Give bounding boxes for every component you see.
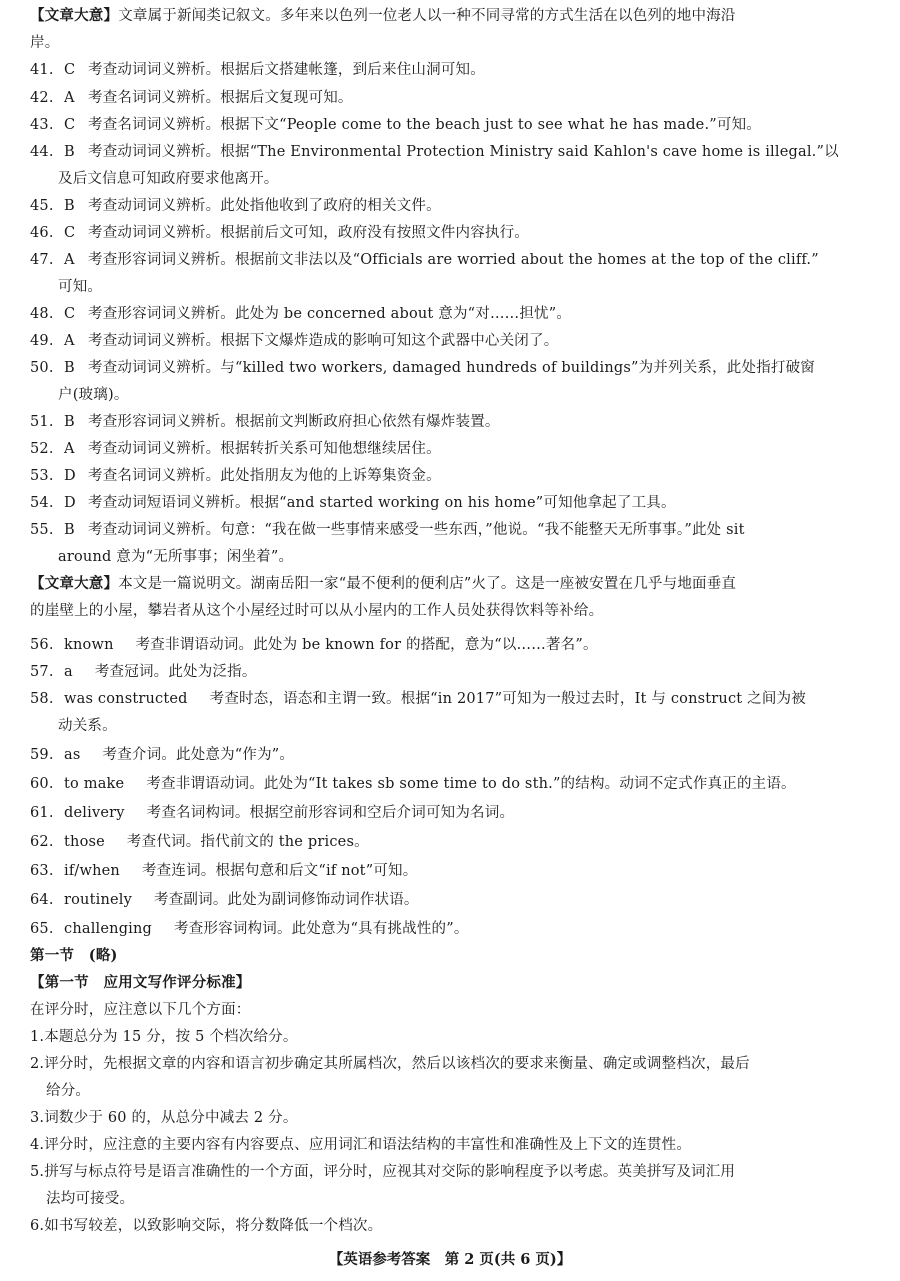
answer-62: 62. those 考查代词。指代前文的 the prices。 [30,834,369,850]
answer-50: 50. B 考查动词词义辨析。与“killed two workers, damaged hundreds of buildings”为并列关系，此处指打破窗 [30,360,816,376]
criteria-point-5: 5.拼写与标点符号是语言准确性的一个方面，评分时，应视其对交际的影响程度予以考虑。英美拼写及词汇用 [30,1164,736,1180]
criteria-point-6: 6.如书写较差，以致影响交际，将分数降低一个档次。 [30,1218,383,1234]
criteria-point-3: 3.词数少于 60 的，从总分中减去 2 分。 [30,1110,298,1126]
summary-1-tag: 【文章大意】 [30,7,119,24]
answer-60: 60. to make 考查非谓语动词。此处为“It takes sb some time to do sth.”的结构。动词不定式作真正的主语。 [30,776,796,792]
answer-63: 63. if/when 考查连词。根据句意和后文“if not”可知。 [30,863,418,879]
answer-56: 56. known 考查非谓语动词。此处为 be known for 的搭配，意为“以……著名”。 [30,637,598,653]
page-footer: 【英语参考答案 第 2 页(共 6 页)】 [328,1251,572,1268]
answer-55: 55. B 考查动词词义辨析。句意：“我在做一些事情来感受一些东西，”他说。“我不能整天无所事事。”此处 sit [30,522,745,538]
answer-54: 54. D 考查动词短语词义辨析。根据“and started working on his home”可知他拿起了工具。 [30,495,676,511]
answer-44-cont: 及后文信息可知政府要求他离开。 [58,171,279,187]
answer-49: 49. A 考查动词词义辨析。根据下文爆炸造成的影响可知这个武器中心关闭了。 [30,333,559,349]
answer-47-cont: 可知。 [58,279,103,295]
answer-57: 57. a 考查冠词。此处为泛指。 [30,664,257,680]
answer-48: 48. C 考查形容词词义辨析。此处为 be concerned about 意为“对……担忧”。 [30,306,572,322]
answer-45: 45. B 考查动词词义辨析。此处指他收到了政府的相关文件。 [30,198,441,214]
criteria-point-1: 1.本题总分为 15 分，按 5 个档次给分。 [30,1029,298,1045]
answer-65: 65. challenging 考查形容词构词。此处意为“具有挑战性的”。 [30,921,469,937]
summary-1-cont: 岸。 [30,35,60,51]
summary-2-cont: 的崖壁上的小屋，攀岩者从这个小屋经过时可以从小屋内的工作人员处获得饮料等补给。 [30,603,604,619]
answer-44: 44. B 考查动词词义辨析。根据“The Environmental Protection Ministry said Kahlon's cave home is illegal.”以 [30,144,839,160]
answer-55-cont: around 意为“无所事事；闲坐着”。 [58,549,294,565]
answer-46: 46. C 考查动词词义辨析。根据前后文可知，政府没有按照文件内容执行。 [30,225,529,241]
summary-2-tag: 【文章大意】 [30,575,119,592]
answer-50-cont: 户(玻璃)。 [58,387,129,403]
answer-58-cont: 动关系。 [58,718,117,734]
summary-1 [30,6,878,26]
answer-52: 52. A 考查动词词义辨析。根据转折关系可知他想继续居住。 [30,441,441,457]
summary-1-text: 文章属于新闻类记叙文。多年来以色列一位老人以一种不同寻常的方式生活在以色列的地中海沿 [118,8,736,24]
answer-59: 59. as 考查介词。此处意为“作为”。 [30,747,295,763]
criteria-point-2: 2.评分时，先根据文章的内容和语言初步确定其所属档次，然后以该档次的要求来衡量、确定或调整档次，最后 [30,1056,750,1072]
answer-47: 47. A 考查形容词词义辨析。根据前文非法以及“Officials are worried about the homes at the top of the cliff.” [30,252,819,268]
section-note: 第一节 (略) [30,947,118,964]
criteria-point-4: 4.评分时，应注意的主要内容有内容要点、应用词汇和语法结构的丰富性和准确性及上下文的连贯性。 [30,1137,692,1153]
answer-51: 51. B 考查形容词词义辨析。根据前文判断政府担心依然有爆炸装置。 [30,414,500,430]
answer-41: 41. C 考查动词词义辨析。根据后文搭建帐篷，到后来住山洞可知。 [30,62,485,78]
criteria-heading: 【第一节 应用文写作评分标准】 [30,974,251,991]
summary-2 [30,574,878,594]
answer-58: 58. was constructed 考查时态，语态和主谓一致。根据“in 2017”可知为一般过去时，It 与 construct 之间为被 [30,691,806,707]
criteria-point-2-cont: 给分。 [46,1083,91,1099]
answer-61: 61. delivery 考查名词构词。根据空前形容词和空后介词可知为名词。 [30,805,515,821]
answer-64: 64. routinely 考查副词。此处为副词修饰动词作状语。 [30,892,419,908]
answer-43: 43. C 考查名词词义辨析。根据下文“People come to the beach just to see what he has made.”可知。 [30,117,761,133]
answer-53: 53. D 考查名词词义辨析。此处指朋友为他的上诉筹集资金。 [30,468,441,484]
criteria-intro: 在评分时，应注意以下几个方面： [30,1002,251,1018]
summary-2-text: 本文是一篇说明文。湖南岳阳一家“最不便利的便利店”火了。这是一座被安置在几乎与地面垂直 [118,576,737,592]
criteria-point-5-cont: 法均可接受。 [46,1191,135,1207]
answer-42: 42. A 考查名词词义辨析。根据后文复现可知。 [30,90,353,106]
